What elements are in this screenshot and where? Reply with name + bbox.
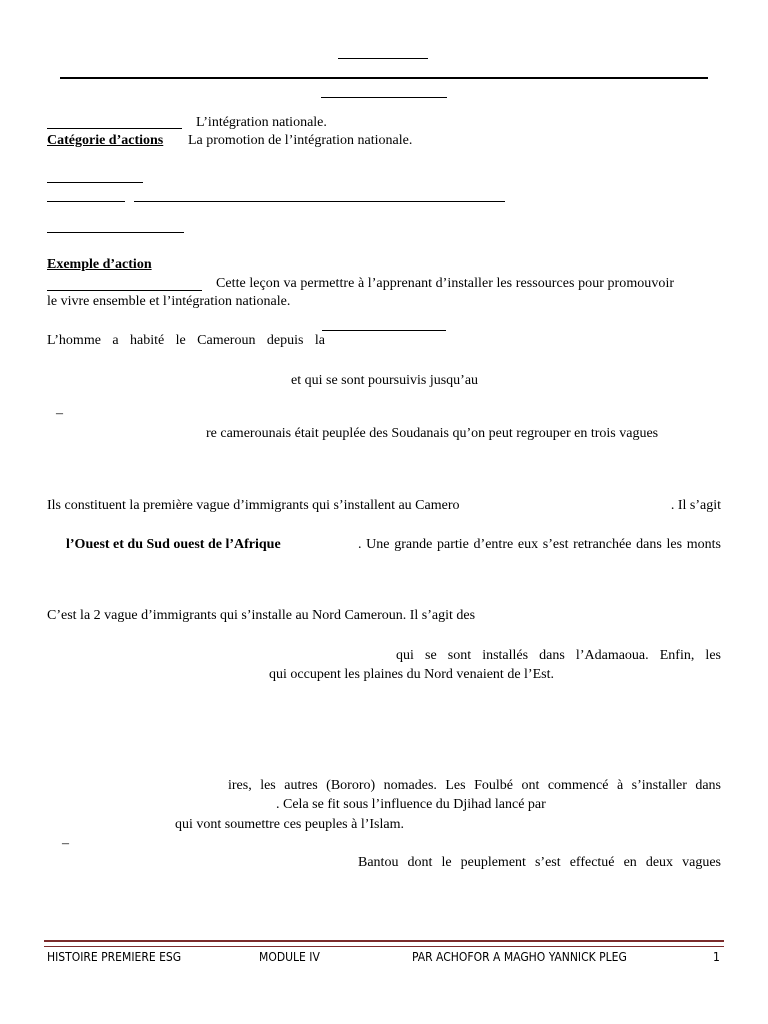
body-line-ouest xyxy=(66,537,721,553)
word: habité xyxy=(129,333,165,348)
footer-rule xyxy=(44,940,724,947)
blank-line-1 xyxy=(47,182,143,183)
body-line-islam: qui vont soumettre ces peuples à l’Islam. xyxy=(175,817,404,832)
body-line-soudanais: re camerounais était peuplée des Soudanais qu’on peut regrouper en trois vagues xyxy=(206,426,659,441)
word: Cameroun xyxy=(197,333,256,348)
lesson-value: L’intégration nationale. xyxy=(196,115,327,130)
word: le xyxy=(175,333,186,348)
body-line-homme xyxy=(47,333,325,349)
body-line-djihad: . Cela se fit sous l’influence du Djihad lancé par xyxy=(276,797,546,812)
blank-line-2b xyxy=(134,201,505,202)
bold-phrase: l’Ouest et du Sud ouest de l’Afrique xyxy=(66,537,281,552)
body-line-il-sagit: . Il s’agit xyxy=(670,498,721,513)
header-title-blank xyxy=(338,58,428,59)
dash-marker-2: – xyxy=(62,836,69,851)
category-value: La promotion de l’intégration nationale. xyxy=(188,133,413,148)
body-line-ouest-rest: . Une grande partie d’entre eux s’est retranchée dans les monts xyxy=(357,537,721,552)
period-blank xyxy=(322,330,446,331)
body-line-deuxieme-vague: C’est la 2 vague d’immigrants qui s’installe au Nord Cameroun. Il s’agit des xyxy=(47,608,476,623)
word: L’homme xyxy=(47,333,101,348)
body-line-adamaoua: qui se sont installés dans l’Adamaoua. Enfin, les xyxy=(396,648,721,663)
word: la xyxy=(314,333,325,348)
intro-line-1-text: Cette leçon va permettre à l’apprenant d’installer les ressources pour promouvoir xyxy=(216,276,675,291)
intro-line-2: le vivre ensemble et l’intégration nationale. xyxy=(47,294,291,309)
body-line-bantou: Bantou dont le peuplement s’est effectué en deux vagues xyxy=(358,855,721,870)
body-line-poursuivis: et qui se sont poursuivis jusqu’au xyxy=(291,373,479,388)
word: a xyxy=(112,333,119,348)
lesson-label-blank xyxy=(47,128,182,129)
blank-line-3 xyxy=(47,232,184,233)
header-divider xyxy=(60,77,708,79)
body-line-plaines-nord: qui occupent les plaines du Nord venaient de l’Est. xyxy=(269,667,554,682)
example-action-label: Exemple d’action xyxy=(47,257,152,272)
footer-page-number: 1 xyxy=(713,950,720,964)
word: depuis xyxy=(266,333,304,348)
body-line-premiere-vague: Ils constituent la première vague d’immigrants qui s’installent au Camero xyxy=(47,498,460,513)
footer-author: PAR ACHOFOR A MAGHO YANNICK PLEG xyxy=(412,950,627,964)
blank-line-2a xyxy=(47,201,125,202)
footer-subject: HISTOIRE PREMIERE ESG xyxy=(47,950,182,964)
footer-module: MODULE IV xyxy=(259,950,320,964)
intro-label-blank xyxy=(47,290,202,291)
category-label: Catégorie d’actions xyxy=(47,133,164,148)
intro-line-1 xyxy=(216,276,721,292)
body-line-bororo: ires, les autres (Bororo) nomades. Les Foulbé ont commencé à s’installer dans xyxy=(228,778,721,793)
header-subtitle-blank xyxy=(321,97,447,98)
dash-marker-1: – xyxy=(56,406,63,421)
